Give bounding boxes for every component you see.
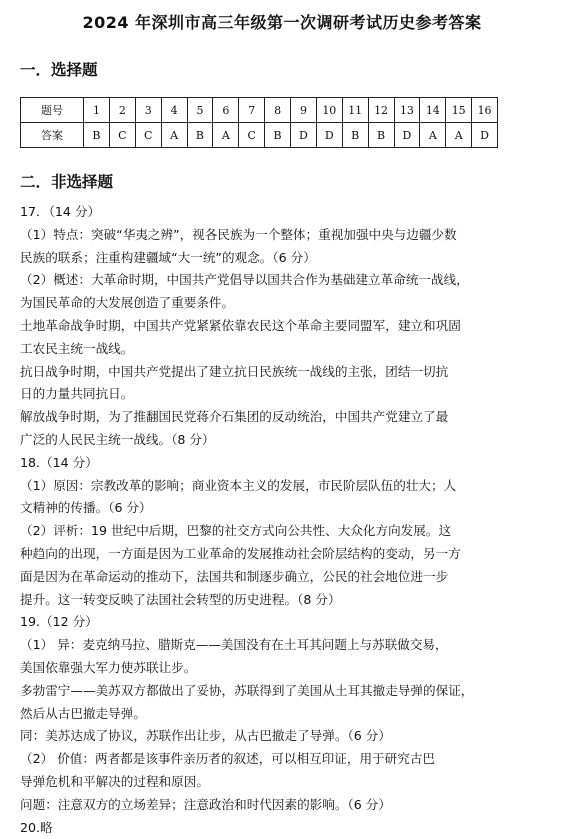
text-line: 导弹危机和平解决的过程和原因。	[20, 773, 209, 789]
question-number-cell: 14	[420, 98, 446, 123]
question-number-row	[21, 98, 498, 123]
question-number-cell: 9	[291, 98, 317, 123]
text-line: 19.（12 分）	[20, 614, 98, 630]
question-number-cell: 5	[187, 98, 213, 123]
answer-row	[21, 123, 498, 148]
answer-cell: B	[187, 123, 213, 148]
text-line: 民族的联系；注重构建疆域“大一统”的观念。（6 分）	[20, 249, 316, 265]
text-line: 为国民革命的大发展创造了重要条件。	[20, 295, 235, 311]
question-number-cell: 11	[342, 98, 368, 123]
text-line: （2）评析：19 世纪中后期，巴黎的社交方式向公共性、大众化方向发展。这	[20, 523, 452, 539]
text-line: （1）原因：宗教改革的影响；商业资本主义的发展，市民阶层队伍的壮大；人	[20, 477, 457, 493]
text-line: 美国依靠强大军力使苏联让步。	[20, 659, 197, 675]
answer-cell: A	[420, 123, 446, 148]
text-line: 抗日战争时期，中国共产党提出了建立抗日民族统一战线的主张，团结一切抗	[20, 363, 449, 379]
answer-cell: D	[394, 123, 420, 148]
text-line: 多勃雷宁——美苏双方都做出了妥协，苏联得到了美国从土耳其撤走导弹的保证，	[20, 682, 474, 698]
text-line: 解放战争时期，为了推翻国民党蒋介石集团的反动统治，中国共产党建立了最	[20, 409, 449, 425]
text-line: （1） 异：麦克纳马拉、腊斯克——美国没有在土耳其问题上与苏联做交易，	[20, 637, 448, 653]
question-number-cell: 16	[472, 98, 498, 123]
text-line: 问题：注意双方的立场差异；注意政治和时代因素的影响。（6 分）	[20, 796, 391, 812]
answer-cell: D	[316, 123, 342, 148]
answer-cell: C	[109, 123, 135, 148]
answer-cell: D	[291, 123, 317, 148]
question-number-cell: 3	[135, 98, 161, 123]
text-line: 面是因为在革命运动的推动下，法国共和制逐步确立，公民的社会地位进一步	[20, 568, 449, 584]
question-number-cell: 8	[265, 98, 291, 123]
text-line: （2）概述：大革命时期，中国共产党倡导以国共合作为基础建立革命统一战线，	[20, 272, 469, 288]
question-number-cell: 10	[316, 98, 342, 123]
row-header-answer: 答案	[21, 123, 84, 148]
answer-table	[20, 97, 498, 148]
row-header-number: 题号	[21, 98, 84, 123]
answer-cell: D	[472, 123, 498, 148]
answer-cell: B	[368, 123, 394, 148]
answer-cell: B	[265, 123, 291, 148]
question-number-cell: 4	[161, 98, 187, 123]
text-line: 20.略	[20, 819, 53, 835]
text-line: 同：美苏达成了协议，苏联作出让步，从古巴撤走了导弹。（6 分）	[20, 728, 391, 744]
answer-cell: B	[342, 123, 368, 148]
page-title: 2024 年深圳市高三年级第一次调研考试历史参考答案	[82, 13, 482, 32]
answer-cell: A	[446, 123, 472, 148]
section-heading-choice: 一．选择题	[20, 61, 98, 79]
question-number-cell: 1	[84, 98, 110, 123]
text-line: 工农民主统一战线。	[20, 340, 134, 356]
question-number-cell: 2	[109, 98, 135, 123]
question-number-cell: 15	[446, 98, 472, 123]
question-number-cell: 6	[213, 98, 239, 123]
answer-cell: B	[84, 123, 110, 148]
text-line: 文精神的传播。（6 分）	[20, 500, 152, 516]
section-heading-non-choice: 二．非选择题	[20, 173, 114, 191]
answer-content	[20, 201, 550, 839]
question-number-cell: 13	[394, 98, 420, 123]
question-number-cell: 12	[368, 98, 394, 123]
text-line: 18.（14 分）	[20, 454, 98, 470]
text-line: 然后从古巴撤走导弹。	[20, 705, 146, 721]
text-line: 日的力量共同抗日。	[20, 386, 134, 402]
answer-cell: A	[161, 123, 187, 148]
text-line: （2） 价值：两者都是该事件亲历者的叙述，可以相互印证，用于研究古巴	[20, 751, 436, 767]
answer-cell: C	[239, 123, 265, 148]
text-line: 广泛的人民民主统一战线。（8 分）	[20, 431, 215, 447]
text-line: 种趋向的出现，一方面是因为工业革命的发展推动社会阶层结构的变动，另一方	[20, 545, 461, 561]
text-line: 17．（14 分）	[20, 204, 101, 219]
answer-cell: C	[135, 123, 161, 148]
text-line: 提升。这一转变反映了法国社会转型的历史进程。（8 分）	[20, 591, 341, 607]
question-number-cell: 7	[239, 98, 265, 123]
text-line: （1）特点：突破“华夷之辨”，视各民族为一个整体；重视加强中央与边疆少数	[20, 226, 457, 242]
answer-cell: A	[213, 123, 239, 148]
text-line: 土地革命战争时期，中国共产党紧紧依靠农民这个革命主要同盟军，建立和巩固	[20, 317, 461, 333]
